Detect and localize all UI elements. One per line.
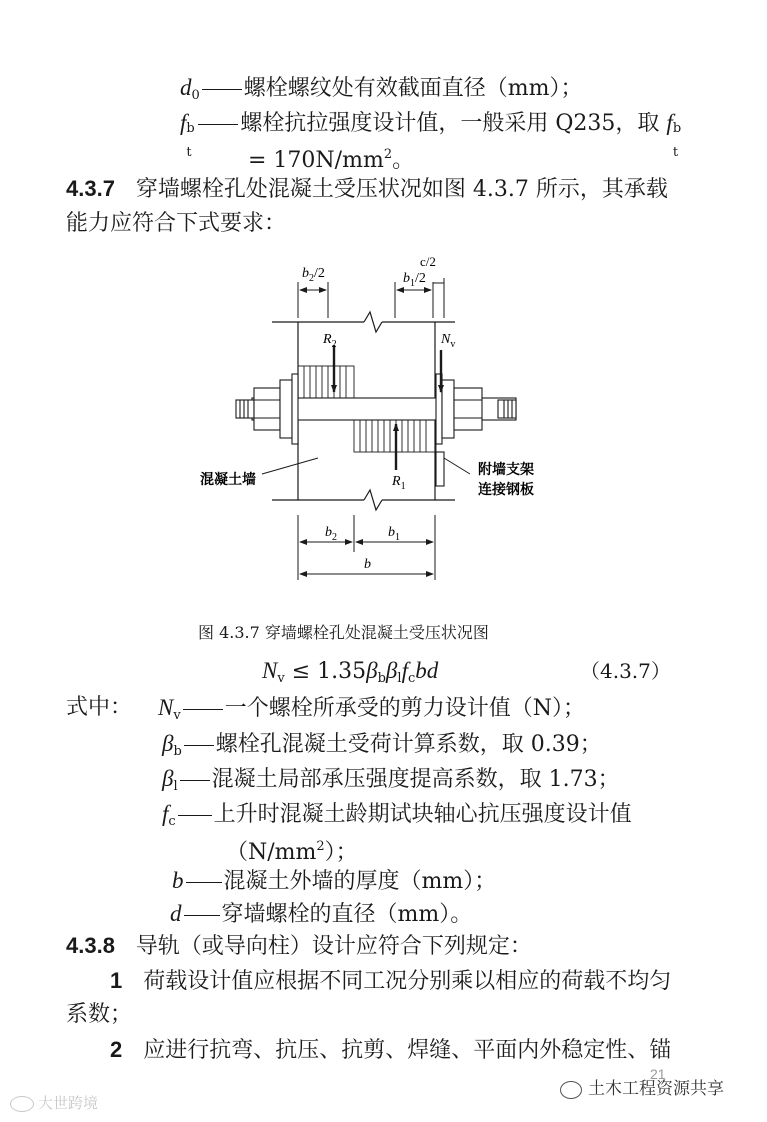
dim-b2-half-label: $b_2/2$ bbox=[302, 266, 325, 284]
label-plate-2: 连接钢板 bbox=[478, 483, 534, 498]
where-label: 式中： bbox=[66, 695, 133, 720]
page-number: 21 bbox=[650, 1066, 666, 1082]
label-r1: $R_1$ bbox=[392, 474, 406, 492]
def-b: b 混凝土外墙的厚度（mm）； bbox=[172, 868, 497, 894]
stress-block-r2 bbox=[298, 366, 354, 398]
def-d0: $d_0$ 螺栓螺纹处有效截面直径（mm）； bbox=[180, 75, 583, 103]
dim-b1-half-label: $b_1/2$ bbox=[403, 271, 426, 289]
figure-caption: 图 4.3.7 穿墙螺栓孔处混凝土受压状况图 bbox=[198, 623, 489, 642]
dim-c-half-label: c/2 bbox=[420, 254, 436, 269]
def-nv: $N_v$ 一个螺栓所承受的剪力设计值（N）； bbox=[158, 695, 585, 723]
label-nv: $N_v$ bbox=[441, 332, 456, 350]
list-item: 1 荷载设计值应根据不同工况分别乘以相应的荷载不均匀 bbox=[110, 968, 672, 994]
section-4-3-7-cont: 能力应符合下式要求： bbox=[66, 211, 287, 236]
def-fc: $f_c$ 上升时混凝土龄期试块轴心抗压强度设计值 bbox=[162, 801, 632, 829]
watermark-logo-icon bbox=[10, 1096, 34, 1112]
def-beta-b: $\beta_b$ 螺栓孔混凝土受荷计算系数，取 0.39； bbox=[162, 731, 602, 759]
list-item: 2 应进行抗弯、抗压、抗剪、焊缝、平面内外稳定性、锚 bbox=[110, 1037, 672, 1063]
dim-b-label: b bbox=[364, 557, 371, 572]
label-r2: $R_2$ bbox=[323, 332, 337, 350]
watermark-right: 土木工程资源共享 bbox=[560, 1074, 724, 1099]
section-number: 4.3.8 bbox=[66, 933, 115, 958]
dim-b1-label: $b_1$ bbox=[388, 525, 400, 543]
bolt bbox=[236, 374, 516, 444]
dim-b2-half bbox=[298, 282, 328, 318]
formula: $N_v \le 1.35\beta_b\beta_lf_cbd$ bbox=[262, 658, 439, 686]
def-d: d 穿墙螺栓的直径（mm）。 bbox=[170, 901, 473, 927]
def-beta-l: $\beta_l$ 混凝土局部承压强度提高系数，取 1.73； bbox=[162, 766, 620, 794]
section-4-3-7: 4.3.7 穿墙螺栓孔处混凝土受压状况如图 4.3.7 所示，其承载 bbox=[66, 176, 668, 202]
label-wall: 混凝土墙 bbox=[200, 473, 256, 488]
list-item-cont: 系数； bbox=[66, 1002, 133, 1027]
support-plate bbox=[436, 452, 444, 486]
def-ftb: f b t 螺栓抗拉强度设计值，一般采用 Q235，取 f b t bbox=[180, 110, 682, 160]
section-number: 4.3.7 bbox=[66, 176, 115, 201]
dim-b2-label: $b_2$ bbox=[325, 525, 337, 543]
wechat-icon bbox=[560, 1081, 582, 1099]
def-fc-cont: $(N/mm^2)$； bbox=[226, 839, 358, 865]
formula-number: （4.3.7） bbox=[580, 659, 671, 683]
watermark-left: 大世跨境 bbox=[10, 1092, 98, 1113]
def-ftb-cont: = $170N/mm^2$。 bbox=[248, 147, 415, 173]
section-4-3-8: 4.3.8 导轨（或导向柱）设计应符合下列规定： bbox=[66, 933, 532, 959]
label-plate-1: 附墙支架 bbox=[478, 463, 534, 478]
